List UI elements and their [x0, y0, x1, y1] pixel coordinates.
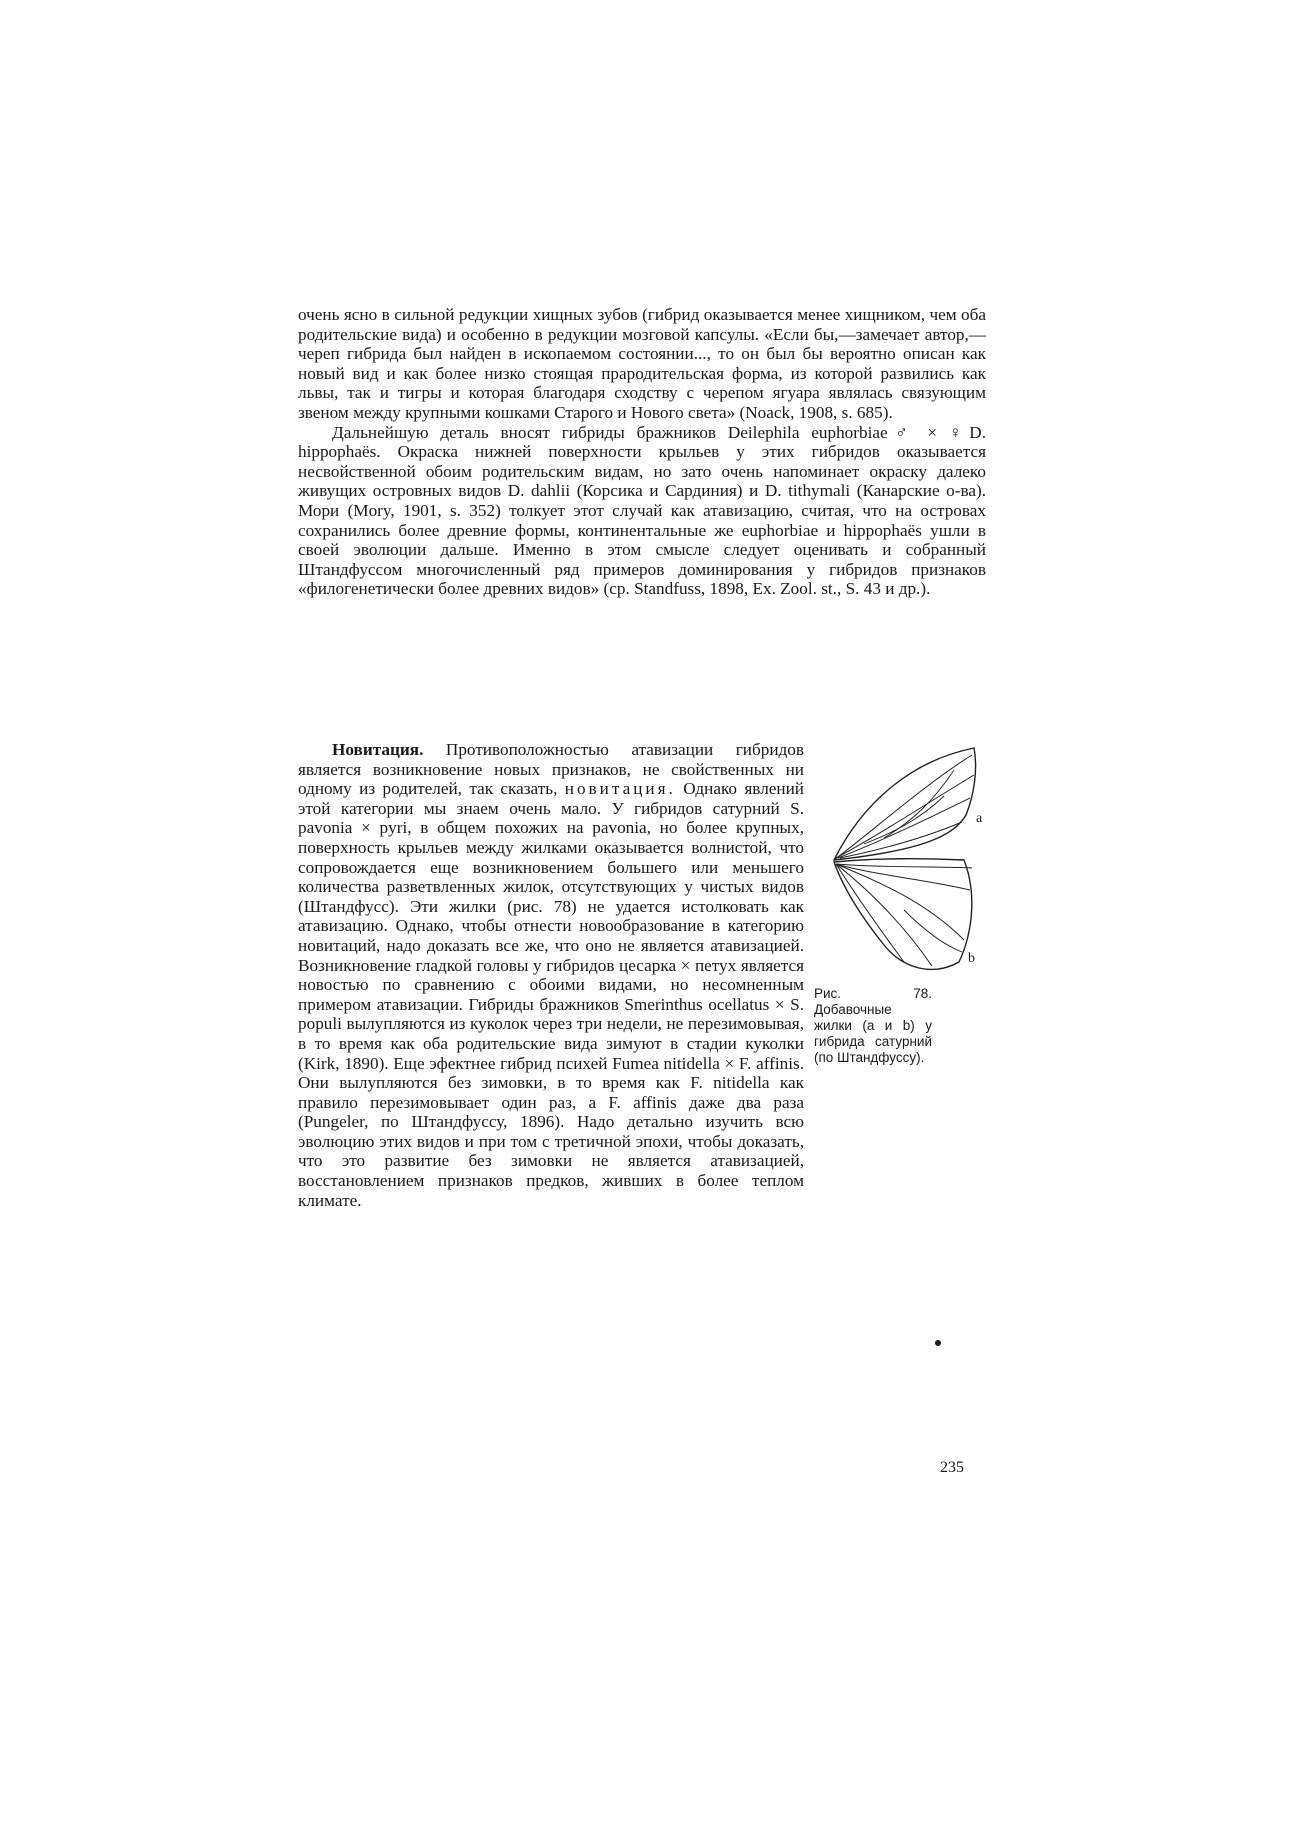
paragraph-1: очень ясно в сильной редукции хищных зубов (гибрид оказывается менее хищником, чем оба родительские вида) и особенно в редукции мозговой капсулы. «Если бы,—замечает автор,—череп гибрида был найден в ископаемом состоянии..., то он был бы вероятно описан как новый вид и как более низко стоящая прародительская форма, из которой развились как львы, так и тигры и которая благодаря сходству с черепом ягуара являлась связующим звеном между крупными кошками Старого и Нового света» (Noack, 1908, s. 685). [298, 305, 986, 422]
print-speck [935, 1340, 941, 1346]
paragraph-2: Дальнейшую деталь вносят гибриды бражников Deilephila euphorbiae♂ × ♀D. hippophaës. Окраска нижней поверхности крыльев у этих гибридов оказывается несвойственной обоим родительским видам, но зато очень напоминает окраску далеко живущих островных видов D. dahlii (Корсика и Сардиния) и D. tithymali (Канарские о-ва). Мори (Mory, 1901, s. 352) толкует этот случай как атавизацию, считая, что на островах сохранились более древние формы, континентальные же euphorbiae и hippophaës ушли в своей эволюции дальше. Именно в этом смысле следует оценивать и собранный Штандфуссом многочисленный ряд примеров доминирования у гибридов признаков «филогенетически более древних видов» (ср. Standfuss, 1898, Ex. Zool. st., S. 43 и др.). [298, 422, 986, 599]
figure-caption: Рис. 78. Добавочные жилки (a и b) у гибрида сатурний (по Штандфуссу). [814, 986, 932, 1065]
paragraph-3-part-b: Однако явлений этой категории мы знаем очень мало. У гибридов сатурний S. pavonia × pyri, в общем похожих на pavonia, но более крупных, поверхность крыльев между жилками оказывается волнистой, что сопровождается еще возникновением большего или меньшего количества разветвленных жилок, отсутствующих у чистых видов (Штандфусс). Эти жилки (рис. 78) не удается истолковать как атавизацию. Однако, чтобы отнести новообразование в категорию новитаций, надо доказать все же, что оно не является атавизацией. Возникновение гладкой головы у гибридов цесарка × петух является новостью по сравнению с обоими видами, но несомненным примером атавизации. Гибриды бражников Smerinthus ocellatus × S. populi вылупляются из куколок через три недели, не перезимовывая, в то время как оба родительские вида зимуют в стадии куколки (Kirk, 1890). Еще эфектнее гибрид психей Fumea nitidella × F. affinis. Они вылупляются без зимовки, в то время как F. nitidella как правило перезимовывает один раз, а F. affinis даже два раза (Pungeler, по Штандфуссу, 1896). Надо детально изучить всю эволюцию этих видов и при том с третичной эпохи, чтобы доказать, что это развитие без зимовки не является атавизацией, восстановлением признаков предков, живших в более теплом климате. [298, 779, 804, 1210]
page-number: 235 [940, 1459, 964, 1476]
paragraph-3-term: новитация. [564, 779, 676, 799]
figure-78 [814, 740, 990, 1066]
label-b: b [968, 951, 975, 966]
paragraph-3 [298, 740, 804, 1210]
text-column-top [298, 305, 986, 599]
paragraph-3-narrow [298, 740, 804, 1210]
section-heading-novitation: Новитация. [332, 740, 424, 759]
wing-drawing [814, 740, 990, 980]
label-a: a [976, 811, 983, 826]
paragraph-3-part-a: Противоположностью атавизации гибридов является возникновение новых признаков, не свойственных ни одному из родителей, так сказать, [298, 740, 804, 799]
figure-section [298, 740, 986, 1210]
